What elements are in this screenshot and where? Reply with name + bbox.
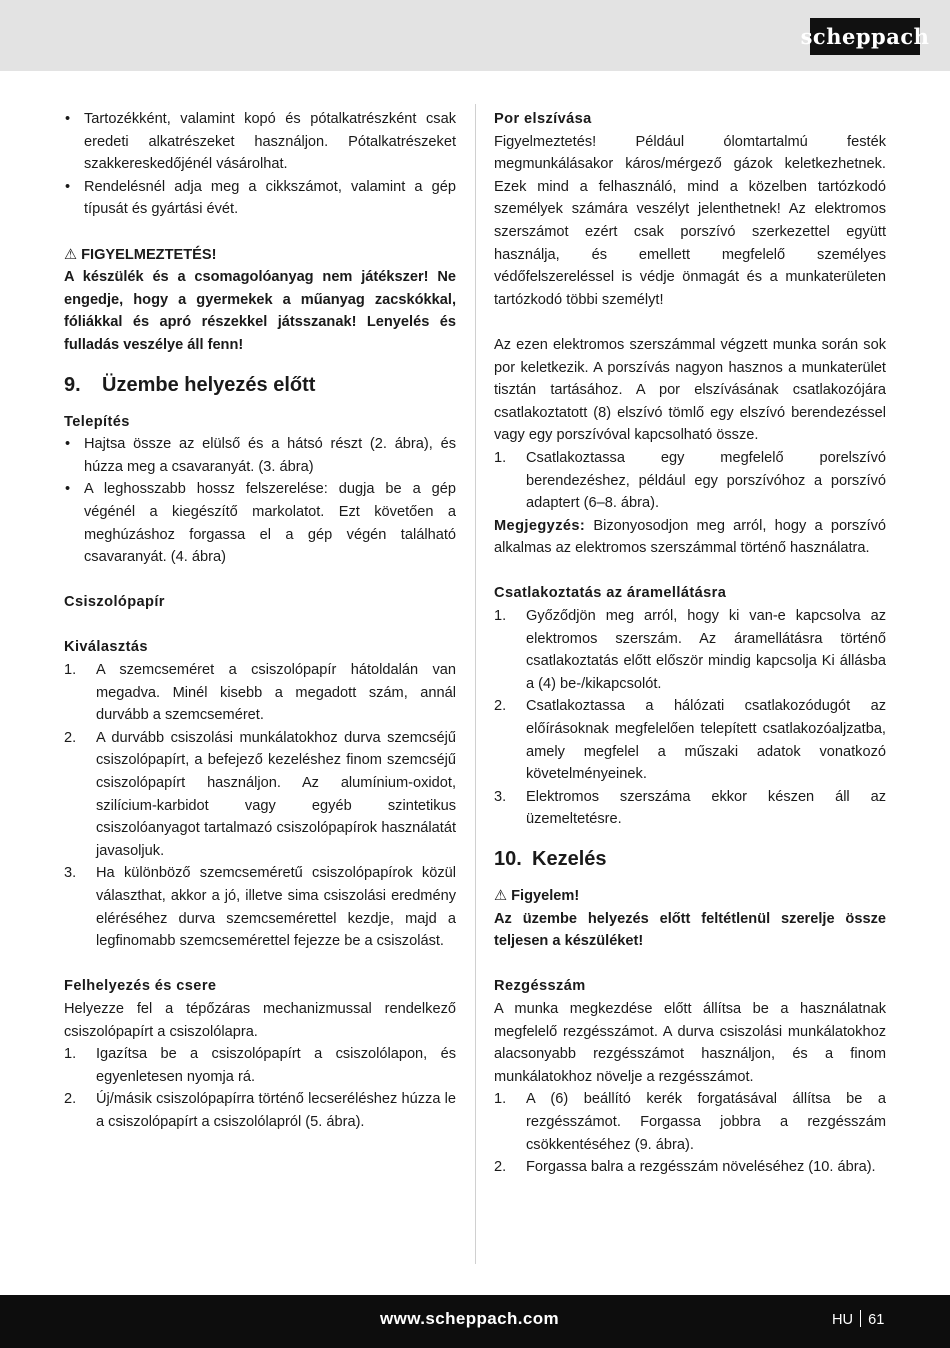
list-item: [64, 659, 456, 727]
list-item: • A leghosszabb hossz felszerelése: dugja be a gép végénél a kiegészítő markolatot. Ezt követően a meghúzáshoz forgassa el a gép végén található csavaranyát. (4. ábra): [64, 478, 456, 568]
list-item: • Hajtsa össze az elülső és a hátsó részt (2. ábra), és húzza meg a csavaranyát. (3. ábra): [64, 433, 456, 478]
warning-triangle-icon: ⚠: [64, 246, 78, 263]
item-number: 1.: [494, 608, 507, 625]
item-text: A durvább csiszolási munkálatokhoz durva szemcséjű csiszolópapírt, a befejező kezeléshez finom szemcséjű csiszolópapírt használjon. Az alumínium-oxidot, szilícium-karbidot vagy egyéb szintetikus csiszolóanyagot tartalmazó csiszolópapírok használatát javasoljuk.: [96, 729, 456, 859]
warning-heading: [64, 244, 456, 267]
attention-title: Figyelem!: [511, 888, 580, 904]
chapter-title: Üzembe helyezés előtt: [102, 373, 316, 396]
intro-bullet-list: [64, 108, 456, 221]
list-item: • Tartozékként, valamint kopó és pótalkatrészként csak eredeti alkatrészeket használjon. Pótalkatrészeket szakkereskedőjénél vásárolhat.: [64, 108, 456, 176]
list-item: [494, 447, 886, 515]
language-code: HU: [832, 1312, 854, 1328]
chapter-title: Kezelés: [532, 848, 607, 870]
header-bar: [0, 0, 950, 71]
item-number: 2.: [494, 1159, 507, 1176]
column-divider: [475, 104, 476, 1264]
power-numbered-list: [494, 605, 886, 831]
section-heading-vibration: Rezgésszám: [494, 978, 586, 995]
vibration-intro: A munka megkezdése előtt állítsa be a használatnak megfelelő rezgésszámot. A durva csiszolási munkálatokhoz alacsonyabb rezgésszámot használjon, és a finom munkálatokhoz növelje a rezgésszámot.: [494, 1000, 886, 1085]
item-text: Csatlakoztassa a hálózati csatlakozódugót az előírásoknak megfelelően telepített csatlakozóaljzatba, amely megfelel a műszaki adatok vonatkozó követelményeinek.: [526, 698, 886, 783]
warning-text: A készülék és a csomagolóanyag nem játékszer! Ne engedje, hogy a gyermekek a műanyag zacskókkal, fóliákkal és apró részekkel játsszanak! Lenyelés és fulladás veszélye áll fenn!: [64, 269, 456, 353]
footer-bar: [0, 1295, 950, 1348]
section-heading-mounting: Felhelyezés és csere: [64, 978, 217, 995]
warning-triangle-icon: ⚠: [494, 888, 508, 904]
list-item: [64, 727, 456, 863]
dust-paragraph-2: Az ezen elektromos szerszámmal végzett munka során sok por keletkezik. A porszívás nagyon hasznos a munkaterület tisztán tartásához. A por elszívásának csatlakozójára csatlakoztatott (8) elszívó tömlő egy elszívó berendezéssel vagy egy porszívóval kapcsolható össze.: [494, 336, 886, 444]
item-text: Elektromos szerszáma ekkor készen áll az üzemeltetésre.: [526, 788, 886, 828]
chapter-number: 9.: [64, 373, 81, 396]
item-text: Igazítsa be a csiszolópapírt a csiszolólapon, és egyenletesen nyomja rá.: [96, 1046, 456, 1085]
item-text: A (6) beállító kerék forgatásával állítsa be a rezgésszámot. Forgassa jobbra a rezgésszám csökkentéséhez (9. ábra).: [526, 1091, 886, 1153]
attention-text: Az üzembe helyezés előtt feltétlenül szerelje össze teljesen a készüléket!: [494, 910, 886, 950]
list-item: [64, 1043, 456, 1088]
list-item: [494, 695, 886, 785]
item-number: 1.: [494, 449, 507, 466]
list-item: [494, 1088, 886, 1156]
dust-paragraph-1: Figyelmeztetés! Például ólomtartalmú festék megmunkálásakor káros/mérgező gázok keletkezhetnek. Ezek mind a felhasználó, mind a közelben tartózkodó személyek számára veszélyt jelenthetnek! Az elektromos szerszámot ezért csak porszívó szerkezettel együtt használja, és emellett megfelelő személyes védőfelszereléssel is védje önmagát és a munkaterületen tartózkodó többi személyt!: [494, 133, 886, 308]
mounting-intro: Helyezze fel a tépőzáras mechanizmussal rendelkező csiszolópapírt a csiszolólapra.: [64, 1000, 456, 1040]
mounting-numbered-list: [64, 1043, 456, 1133]
item-number: 1.: [64, 662, 77, 679]
item-text: A szemcseméret a csiszolópapír hátoldalán van megadva. Minél kisebb a megadott szám, annál durvább a szemcseméret.: [96, 662, 456, 724]
page-number: 61: [868, 1312, 885, 1328]
list-item: [494, 605, 886, 695]
right-column: [494, 108, 886, 1179]
list-item: [64, 862, 456, 952]
install-bullet-list: [64, 433, 456, 569]
selection-numbered-list: [64, 659, 456, 953]
list-item: [64, 1088, 456, 1133]
item-text: Forgassa balra a rezgésszám növeléséhez (10. ábra).: [526, 1159, 876, 1176]
list-item: • Rendelésnél adja meg a cikkszámot, valamint a gép típusát és gyártási évét.: [64, 176, 456, 221]
item-text: Győződjön meg arról, hogy ki van-e kapcsolva az elektromos szerszám. Az áramellátásra történő csatlakoztatás előtt először mindig kapcsolja Ki állásba a (4) be-/kikapcsolót.: [526, 608, 886, 692]
section-heading-dust: Por elszívása: [494, 111, 592, 127]
item-number: 1.: [494, 1091, 507, 1108]
item-number: 2.: [494, 698, 507, 715]
warning-title: FIGYELMEZTETÉS!: [81, 246, 217, 263]
section-heading-install: Telepítés: [64, 413, 130, 430]
section-heading-sandpaper: Csiszolópapír: [64, 594, 165, 611]
item-number: 2.: [64, 1091, 77, 1108]
vibration-numbered-list: [494, 1088, 886, 1178]
page-indicator: [832, 1310, 884, 1328]
item-text: Csatlakoztassa egy megfelelő porelszívó berendezéshez, például egy porszívóhoz a porszívó adaptert (6–8. ábra).: [526, 449, 886, 512]
section-heading-power: Csatlakoztatás az áramellátásra: [494, 585, 727, 602]
item-number: 2.: [64, 729, 77, 746]
item-number: 3.: [494, 788, 507, 805]
chapter-heading-10: [494, 846, 886, 872]
page-separator: [860, 1310, 861, 1327]
chapter-heading-9: [64, 372, 456, 398]
list-item: [494, 1156, 886, 1179]
section-heading-selection: Kiválasztás: [64, 639, 148, 656]
attention-heading: [494, 885, 886, 908]
list-item: [494, 786, 886, 831]
website-link[interactable]: www.scheppach.com: [380, 1309, 560, 1328]
note-label: Megjegyzés:: [494, 517, 586, 534]
dust-note: [494, 515, 886, 560]
scheppach-logo: scheppach: [810, 18, 920, 55]
item-text: Ha különböző szemcseméretű csiszolópapírok közül választhat, akkor a jó, illetve sima csiszolási eredmény eléréséhez durva szemcsemérettel kezdje, majd a legfinomabb szemcsemérettel fejezze be a csiszolást.: [96, 865, 456, 950]
chapter-number: 10.: [494, 848, 522, 870]
item-number: 1.: [64, 1046, 77, 1063]
dust-numbered-list: [494, 447, 886, 515]
item-number: 3.: [64, 865, 77, 882]
note-text: Bizonyosodjon meg arról, hogy a porszívó alkalmas az elektromos szerszámmal történő használatra.: [494, 517, 886, 557]
item-text: Új/másik csiszolópapírra történő lecseréléshez húzza le a csiszolópapírt a csiszolólapról (5. ábra).: [96, 1091, 456, 1130]
left-column: [64, 108, 456, 1134]
